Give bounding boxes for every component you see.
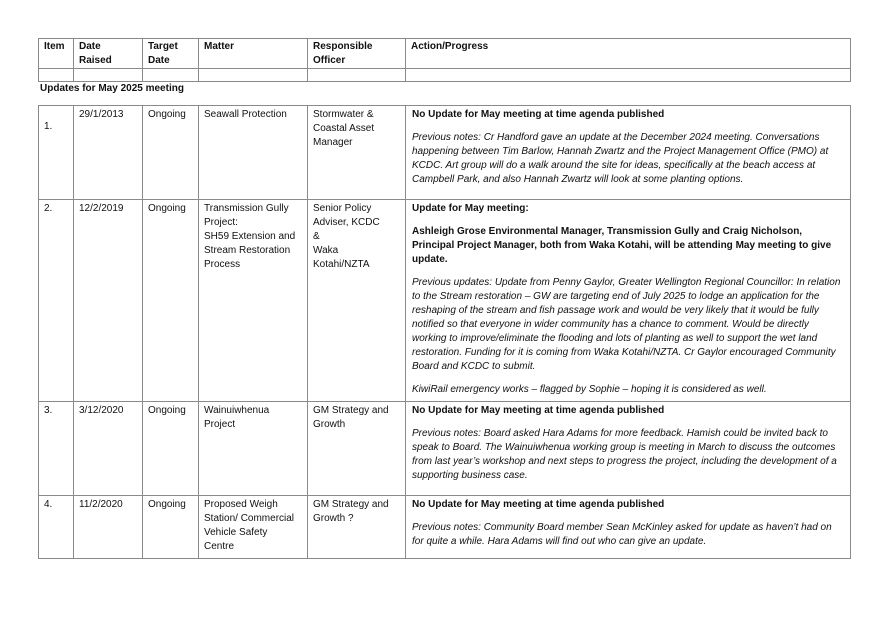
blank-row	[39, 69, 851, 82]
matter: Transmission Gully Project: SH59 Extension and Stream Restoration Process	[199, 200, 308, 402]
action-note: Previous notes: Board asked Hara Adams for more feedback. Hamish could be invited back to speak to Board. The Wainuiwhenua working group is meeting in March to discuss the outcomes from last year’s workshop and next steps to progress the project, including the development of a supporting business case.	[412, 428, 837, 481]
header-target-date: Target Date	[143, 39, 199, 69]
section-heading: Updates for May 2025 meeting	[40, 83, 184, 94]
header-table	[38, 38, 851, 82]
action-note: Previous notes: Community Board member Sean McKinley asked for update as haven’t had on for quite a while. Hara Adams will find out who can give an update.	[412, 522, 832, 547]
table-row	[39, 200, 851, 402]
matter: Proposed Weigh Station/ Commercial Vehicle Safety Centre	[199, 496, 308, 559]
action-progress	[406, 200, 851, 402]
date-raised: 3/12/2020	[74, 402, 143, 496]
action-note: KiwiRail emergency works – flagged by Sophie – hoping it is considered as well.	[412, 384, 767, 395]
action-bold-update: Ashleigh Grose Environmental Manager, Transmission Gully and Craig Nicholson, Principal Project Manager, both from Waka Kotahi, will be attending May meeting to give update.	[412, 226, 832, 265]
matter: Seawall Protection	[199, 106, 308, 200]
action-note: Previous updates: Update from Penny Gaylor, Greater Wellington Regional Councillor: In relation to the Stream restoration – GW are targeting end of July 2025 to lodge an application for the reshaping of the stream and fish passage work and would be very likely that it would be fully notified so that everyone in wider community has a chance to comment. Would be directly working to improve/eliminate the flooding and lots of planting as well to support the wet land restoration. Funding for it is coming from Waka Kotahi/NZTA. Cr Gaylor encouraged Community Board and KCDC to submit.	[412, 277, 841, 372]
header-matter: Matter	[199, 39, 308, 69]
action-heading: No Update for May meeting at time agenda published	[412, 499, 665, 510]
table-row	[39, 402, 851, 496]
target-date: Ongoing	[143, 402, 199, 496]
responsible-officer: Stormwater & Coastal Asset Manager	[308, 106, 406, 200]
action-progress	[406, 106, 851, 200]
action-heading: Update for May meeting:	[412, 203, 529, 214]
item-number: 3.	[39, 402, 74, 496]
action-progress	[406, 496, 851, 559]
date-raised: 29/1/2013	[74, 106, 143, 200]
item-number: 1.	[39, 106, 74, 200]
date-raised: 11/2/2020	[74, 496, 143, 559]
updates-table	[38, 105, 851, 559]
table-row	[39, 106, 851, 200]
action-heading: No Update for May meeting at time agenda published	[412, 109, 665, 120]
table-row	[39, 496, 851, 559]
header-item: Item	[39, 39, 74, 69]
item-number: 4.	[39, 496, 74, 559]
header-row	[39, 39, 851, 69]
action-progress	[406, 402, 851, 496]
header-date-raised: Date Raised	[74, 39, 143, 69]
item-number: 2.	[39, 200, 74, 402]
responsible-officer: Senior Policy Adviser, KCDC & Waka Kotahi/NZTA	[308, 200, 406, 402]
header-action-progress: Action/Progress	[406, 39, 851, 69]
target-date: Ongoing	[143, 496, 199, 559]
target-date: Ongoing	[143, 200, 199, 402]
responsible-officer: GM Strategy and Growth ?	[308, 496, 406, 559]
action-note: Previous notes: Cr Handford gave an update at the December 2024 meeting. Conversations happening between Tim Barlow, Hannah Zwartz and the Project Management Office (PMO) at KCDC. Art group will do a walk around the site for ideas, specifically at the beach access at Campbell Park, and also Hannah Zwartz will look at some planting options.	[412, 132, 829, 185]
header-responsible-officer: Responsible Officer	[308, 39, 406, 69]
target-date: Ongoing	[143, 106, 199, 200]
action-heading: No Update for May meeting at time agenda published	[412, 405, 665, 416]
matter: Wainuiwhenua Project	[199, 402, 308, 496]
responsible-officer: GM Strategy and Growth	[308, 402, 406, 496]
date-raised: 12/2/2019	[74, 200, 143, 402]
